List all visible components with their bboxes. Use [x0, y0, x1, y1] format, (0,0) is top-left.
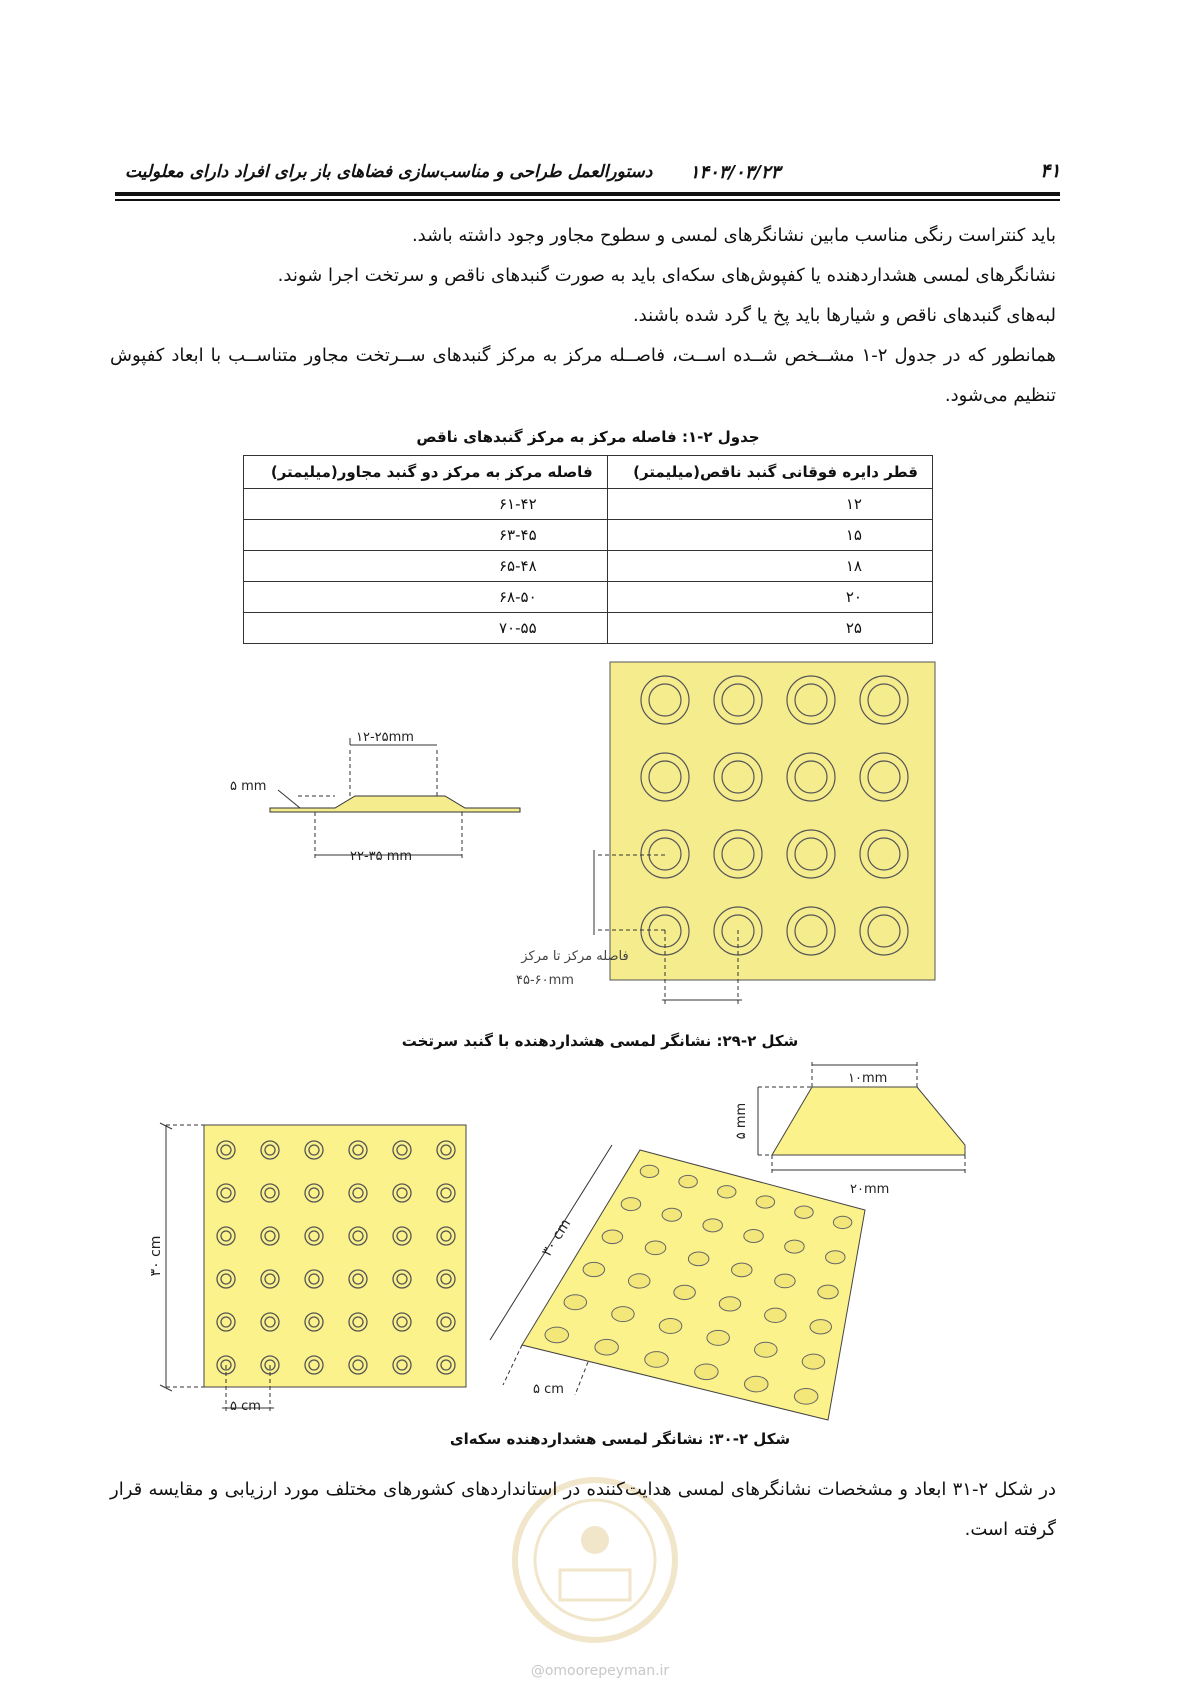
perspective-dome	[833, 1216, 852, 1228]
paragraph-edges: لبه‌های گنبدهای ناقص و شیارها باید پخ یا گرد شده باشند.	[632, 305, 1056, 326]
dome-profile-coin	[772, 1087, 965, 1155]
cell-spacing: ۶۸-۵۰	[244, 582, 608, 613]
label-height: ۵ mm	[230, 779, 267, 794]
header-date: ۱۴۰۳/۰۳/۲۳	[689, 162, 781, 183]
label-dome-width: ۲۰mm	[850, 1182, 890, 1197]
page-number: ۴۱	[1040, 160, 1061, 182]
perspective-dome	[794, 1389, 818, 1405]
cell-diameter: ۱۲	[607, 489, 932, 520]
label-base-width: ۲۲-۳۵ mm	[350, 849, 413, 864]
perspective-dome	[640, 1165, 659, 1177]
paragraph-spacing: همانطور که در جدول ۲-۱ مشــخص شــده اســت، فاصــله مرکز به مرکز گنبدهای ســرتخت مجاور متناســب با ابعاد کفپوش تنظیم می‌شود.	[110, 345, 1056, 406]
cell-spacing: ۶۱-۴۲	[244, 489, 608, 520]
figure-29-caption: شکل ۲-۲۹: نشانگر لمسی هشداردهنده با گنبد سرتخت	[401, 1032, 799, 1050]
cell-diameter: ۱۵	[607, 520, 932, 551]
label-perspective-spacing: ۵ cm	[533, 1382, 564, 1397]
label-top-width: ۱۲-۲۵mm	[356, 730, 414, 745]
label-side-length: ۳۰ cm	[148, 1235, 164, 1277]
cell-diameter: ۱۸	[607, 551, 932, 582]
tile-coin-perspective	[522, 1150, 865, 1420]
perspective-dome	[679, 1175, 698, 1187]
label-dome-height: ۵ mm	[734, 1102, 749, 1140]
label-coin-spacing: ۵ cm	[230, 1399, 261, 1414]
perspective-dome	[674, 1285, 696, 1299]
perspective-dome	[732, 1263, 753, 1277]
perspective-dome	[595, 1339, 619, 1355]
perspective-dome	[659, 1318, 682, 1333]
watermark-url: @omoorepeyman.ir	[530, 1663, 670, 1679]
perspective-dome	[802, 1354, 825, 1369]
table-caption: جدول ۲-۱: فاصله مرکز به مرکز گنبدهای ناقص	[416, 428, 760, 446]
perspective-dome	[826, 1251, 846, 1264]
perspective-dome	[602, 1230, 623, 1244]
cell-spacing: ۶۵-۴۸	[244, 551, 608, 582]
perspective-dome	[695, 1364, 719, 1380]
column-header-diameter: قطر دایره فوقانی گنبد ناقص(میلیمتر)	[607, 456, 932, 489]
perspective-dome	[755, 1342, 778, 1357]
label-spacing-value: ۴۵-۶۰mm	[516, 973, 574, 988]
perspective-dome	[583, 1262, 605, 1276]
perspective-dome	[645, 1352, 669, 1368]
tile-coin-front	[204, 1125, 466, 1387]
perspective-dome	[564, 1295, 587, 1310]
perspective-dome	[662, 1208, 682, 1221]
perspective-dome	[795, 1206, 814, 1218]
label-perspective-side: ۳۰ cm	[539, 1216, 575, 1260]
perspective-dome	[688, 1252, 709, 1266]
perspective-dome	[703, 1219, 723, 1232]
tile-flat-dome	[610, 662, 935, 980]
perspective-dome	[545, 1327, 569, 1343]
perspective-dome	[775, 1274, 796, 1288]
perspective-dome	[628, 1274, 650, 1288]
perspective-dome	[717, 1186, 736, 1198]
paragraph-warning-indicators: نشانگرهای لمسی هشداردهنده یا کفپوش‌های سکه‌ای باید به صورت گنبدهای ناقص و سرتخت اجرا شوند.	[277, 265, 1056, 286]
paragraph-closing: در شکل ۲-۳۱ ابعاد و مشخصات نشانگرهای لمسی هدایت‌کننده در استانداردهای کشورهای مختلف مورد ارزیابی و مقایسه قرار گرفته است.	[110, 1479, 1056, 1540]
perspective-dome	[810, 1320, 832, 1334]
perspective-dome	[621, 1198, 641, 1211]
cell-diameter: ۲۵	[607, 613, 932, 644]
dome-profile-flat	[270, 738, 520, 860]
perspective-dome	[785, 1240, 805, 1253]
figure-30-caption: شکل ۲-۳۰: نشانگر لمسی هشداردهنده سکه‌ای	[449, 1430, 791, 1448]
cell-spacing: ۷۰-۵۵	[244, 613, 608, 644]
perspective-dome	[818, 1285, 839, 1299]
perspective-dome	[756, 1196, 775, 1208]
label-spacing: فاصله مرکز تا مرکز	[521, 949, 629, 964]
header-title: دستورالعمل طراحی و مناسب‌سازی فضاهای باز برای افراد دارای معلولیت	[125, 162, 653, 182]
perspective-dome	[719, 1297, 741, 1311]
perspective-dome	[612, 1307, 635, 1322]
perspective-dome	[745, 1376, 769, 1392]
perspective-dome	[765, 1308, 787, 1322]
column-header-spacing: فاصله مرکز به مرکز دو گنبد مجاور(میلیمتر)	[244, 456, 608, 489]
cell-diameter: ۲۰	[607, 582, 932, 613]
perspective-dome	[645, 1241, 666, 1255]
perspective-dome	[744, 1229, 764, 1242]
cell-spacing: ۶۳-۴۵	[244, 520, 608, 551]
perspective-dome	[707, 1330, 730, 1345]
label-dome-top: ۱۰mm	[848, 1071, 888, 1086]
paragraph-contrast: باید کنتراست رنگی مناسب مابین نشانگرهای لمسی و سطوح مجاور وجود داشته باشد.	[411, 225, 1056, 246]
